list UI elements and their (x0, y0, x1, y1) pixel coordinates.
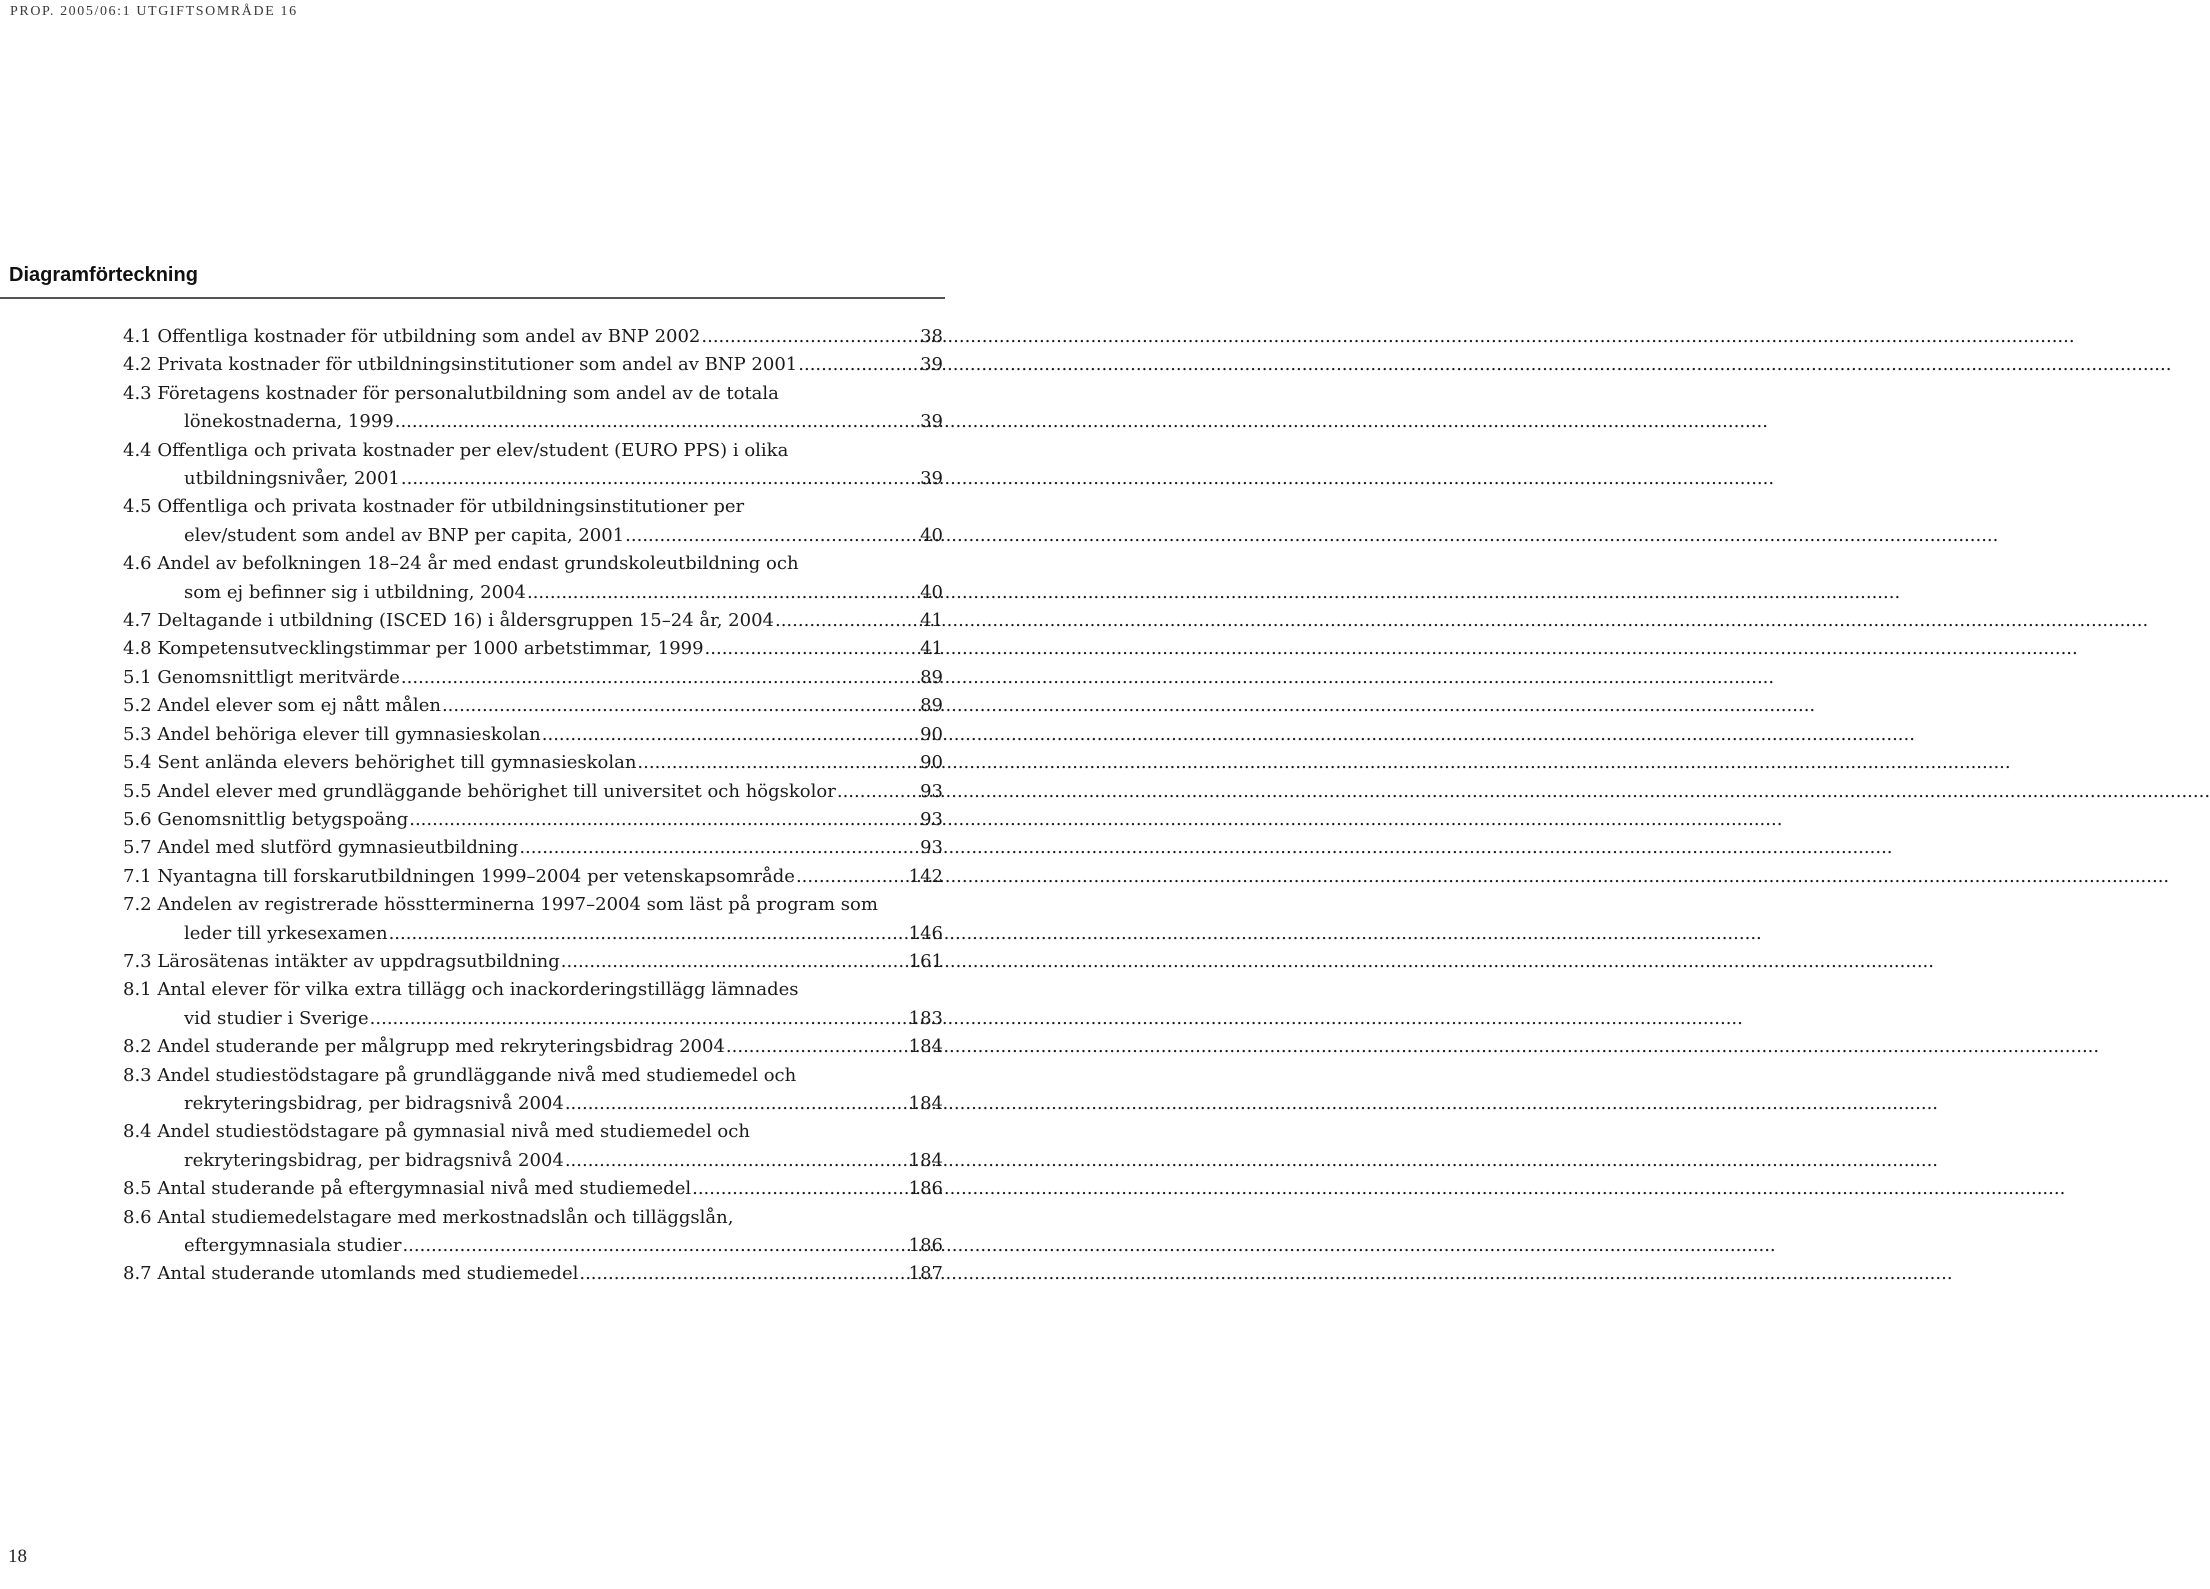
dot-leader (519, 834, 914, 862)
toc-entry-page-number: 39 (920, 354, 943, 376)
toc-entry[interactable] (123, 550, 943, 607)
title-rule (0, 297, 945, 299)
toc-entry-title-line: 8.4 Andel studiestödstagare på gymnasial nivå med studiemedel och (123, 1121, 750, 1143)
toc-entry[interactable] (123, 749, 943, 777)
toc-entry-page-number: 146 (908, 922, 943, 944)
toc-entry-text: leder till yrkesexamen (184, 922, 388, 944)
toc-entry-title-line: 4.6 Andel av befolkningen 18–24 år med endast grundskoleutbildning och (123, 553, 799, 575)
toc-entry-text: rekryteringsbidrag, per bidragsnivå 2004 (184, 1149, 564, 1171)
toc-entry-continuation-line (123, 920, 943, 948)
toc-entry-page-number: 183 (908, 1007, 943, 1029)
toc-entry-page-number: 161 (908, 950, 943, 972)
toc-entry-page-number: 93 (920, 808, 943, 830)
dot-leader (796, 863, 908, 891)
toc-entry-title-line (123, 1033, 943, 1061)
toc-entry-page-number: 93 (920, 780, 943, 802)
toc-entry-title-line (123, 834, 943, 862)
dot-leader (775, 607, 914, 635)
toc-entry-text: 5.2 Andel elever som ej nått målen (123, 695, 441, 717)
dot-leader (401, 465, 914, 493)
toc-entry-page-number: 90 (920, 723, 943, 745)
toc-entry-title-line (123, 863, 943, 891)
dot-leader (561, 948, 908, 976)
toc-entry-page-number: 142 (908, 865, 943, 887)
toc-entry-page-number: 89 (920, 695, 943, 717)
toc-entry[interactable] (123, 1062, 943, 1119)
toc-entry[interactable] (123, 351, 943, 379)
toc-entry[interactable] (123, 891, 943, 948)
toc-entry[interactable] (123, 437, 943, 494)
toc-entry-text: 8.2 Andel studerande per målgrupp med rekryteringsbidrag 2004 (123, 1036, 725, 1058)
toc-entry-title-line (123, 1260, 943, 1288)
toc-entry-text: utbildningsnivåer, 2001 (184, 468, 400, 490)
toc-entry-text: 4.1 Offentliga kostnader för utbildning som andel av BNP 2002 (123, 326, 701, 347)
page-number: 18 (8, 1546, 27, 1567)
toc-entry-text: 8.5 Antal studerande på eftergymnasial nivå med studiemedel (123, 1178, 692, 1200)
dot-leader (701, 323, 914, 351)
toc-entry-text: 5.4 Sent anlända elevers behörighet till gymnasieskolan (123, 752, 637, 774)
dot-leader (395, 408, 914, 436)
toc-entry[interactable] (123, 493, 943, 550)
toc-entry[interactable] (123, 1033, 943, 1061)
toc-entry-text: 7.1 Nyantagna till forskarutbildningen 1999–2004 per vetenskapsområde (123, 865, 795, 887)
dot-leader (692, 1175, 908, 1203)
toc-entry-text: 8.7 Antal studerande utomlands med studiemedel (123, 1263, 579, 1285)
toc-entry-page-number: 184 (908, 1036, 943, 1058)
toc-entry[interactable] (123, 863, 943, 891)
dot-leader (565, 1090, 908, 1118)
toc-entry-page-number: 184 (908, 1092, 943, 1114)
dot-leader (625, 522, 914, 550)
toc-entry[interactable] (123, 664, 943, 692)
toc-entry-title-line: 4.5 Offentliga och privata kostnader för utbildningsinstitutioner per (123, 496, 745, 518)
toc-entry-page-number: 39 (920, 468, 943, 490)
toc-entry-title-line (123, 351, 943, 379)
dot-leader (401, 664, 914, 692)
toc-entry-page-number: 93 (920, 837, 943, 859)
toc-entry-text: 5.6 Genomsnittlig betygspoäng (123, 808, 409, 830)
toc-entry-page-number: 41 (920, 638, 943, 660)
toc-entry-title-line (123, 806, 943, 834)
toc-entry[interactable] (123, 834, 943, 862)
toc-entry-title-line (123, 778, 943, 806)
toc-entry-text: rekryteringsbidrag, per bidragsnivå 2004 (184, 1092, 564, 1114)
toc-entry[interactable] (123, 976, 943, 1033)
toc-entry-text: 4.8 Kompetensutvecklingstimmar per 1000 arbetstimmar, 1999 (123, 638, 704, 660)
toc-entry[interactable] (123, 323, 943, 351)
toc-entry[interactable] (123, 1260, 943, 1288)
toc-entry-title-line: 4.4 Offentliga och privata kostnader per elev/student (EURO PPS) i olika (123, 439, 789, 461)
toc-entry-title-line (123, 607, 943, 635)
toc-entry-title-line (123, 749, 943, 777)
toc-entry-text: 5.5 Andel elever med grundläggande behörighet till universitet och högskolor (123, 780, 836, 802)
dot-leader (389, 920, 908, 948)
toc-entry-title-line (123, 664, 943, 692)
toc-entry-page-number: 187 (908, 1263, 943, 1285)
toc-entry-title-line: 4.3 Företagens kostnader för personalutbildning som andel av de totala (123, 382, 779, 404)
toc-entry[interactable] (123, 948, 943, 976)
toc-entry-page-number: 184 (908, 1149, 943, 1171)
toc-entry-title-line (123, 948, 943, 976)
toc-entry-continuation-line (123, 465, 943, 493)
toc-entry-page-number: 40 (920, 524, 943, 546)
toc-entry-continuation-line (123, 1005, 943, 1033)
toc-entry-continuation-line (123, 522, 943, 550)
dot-leader (370, 1005, 908, 1033)
toc-entry-text: vid studier i Sverige (184, 1007, 369, 1029)
dot-leader (705, 635, 914, 663)
toc-entry[interactable] (123, 778, 943, 806)
toc-entry-text: 5.3 Andel behöriga elever till gymnasieskolan (123, 723, 541, 745)
running-head: PROP. 2005/06:1 UTGIFTSOMRÅDE 16 (10, 4, 298, 19)
toc-entry-text: 7.3 Lärosätenas intäkter av uppdragsutbildning (123, 950, 560, 972)
toc-entry-title-line: 8.3 Andel studiestödstagare på grundläggande nivå med studiemedel och (123, 1064, 797, 1086)
toc-entry-text: 4.7 Deltagande i utbildning (ISCED 16) i åldersgruppen 15–24 år, 2004 (123, 610, 774, 632)
toc-entry[interactable] (123, 380, 943, 437)
toc-entry-page-number: 186 (908, 1178, 943, 1200)
toc-entry-title-line (123, 635, 943, 663)
toc-entry-title-line: 7.2 Andelen av registrerade hösstterminerna 1997–2004 som läst på program som (123, 894, 878, 916)
toc-entry-page-number: 38 (920, 326, 943, 347)
toc-entry[interactable] (123, 1204, 943, 1261)
dot-leader (527, 579, 914, 607)
toc-entry-title-line (123, 1175, 943, 1203)
toc-entry-text: 5.1 Genomsnittligt meritvärde (123, 666, 400, 688)
dot-leader (726, 1033, 908, 1061)
dot-leader (837, 778, 914, 806)
toc-entry-continuation-line (123, 1090, 943, 1118)
dot-leader (402, 1232, 907, 1260)
toc-entry-text: 4.2 Privata kostnader för utbildningsinstitutioner som andel av BNP 2001 (123, 354, 798, 376)
toc-entry-continuation-line (123, 1147, 943, 1175)
toc-entry-text: 5.7 Andel med slutförd gymnasieutbildning (123, 837, 519, 859)
toc-entry-page-number: 186 (908, 1235, 943, 1256)
toc-entry-continuation-line (123, 579, 943, 607)
dot-leader (409, 806, 914, 834)
toc-entry-title-line: 8.6 Antal studiemedelstagare med merkostnadslån och tilläggslån, (123, 1206, 734, 1228)
toc-entry-continuation-line (123, 408, 943, 436)
toc-entry-title-line (123, 721, 943, 749)
toc-entry[interactable] (123, 1118, 943, 1175)
toc-entry-page-number: 41 (920, 610, 943, 632)
toc-entry[interactable] (123, 607, 943, 635)
dot-leader (579, 1260, 907, 1288)
toc-entry-page-number: 90 (920, 752, 943, 774)
chart-index-list (123, 323, 943, 1289)
toc-entry-text: elev/student som andel av BNP per capita, 2001 (184, 524, 625, 546)
toc-entry-title-line (123, 692, 943, 720)
toc-entry[interactable] (123, 692, 943, 720)
toc-entry-continuation-line (123, 1232, 943, 1260)
dot-leader (542, 721, 914, 749)
toc-entry[interactable] (123, 1175, 943, 1203)
toc-entry-text: som ej befinner sig i utbildning, 2004 (184, 581, 526, 603)
dot-leader (637, 749, 914, 777)
toc-entry-title-line (123, 323, 943, 351)
section-title: Diagramförteckning (9, 264, 198, 286)
dot-leader (442, 692, 914, 720)
dot-leader (798, 351, 914, 379)
dot-leader (565, 1147, 908, 1175)
toc-entry-text: lönekostnaderna, 1999 (184, 411, 394, 433)
toc-entry-page-number: 39 (920, 411, 943, 433)
toc-entry-text: eftergymnasiala studier (184, 1235, 402, 1256)
toc-entry[interactable] (123, 635, 943, 663)
toc-entry-page-number: 89 (920, 666, 943, 688)
toc-entry-title-line: 8.1 Antal elever för vilka extra tillägg och inackorderingstillägg lämnades (123, 979, 799, 1001)
toc-entry[interactable] (123, 806, 943, 834)
toc-entry-page-number: 40 (920, 581, 943, 603)
toc-entry[interactable] (123, 721, 943, 749)
